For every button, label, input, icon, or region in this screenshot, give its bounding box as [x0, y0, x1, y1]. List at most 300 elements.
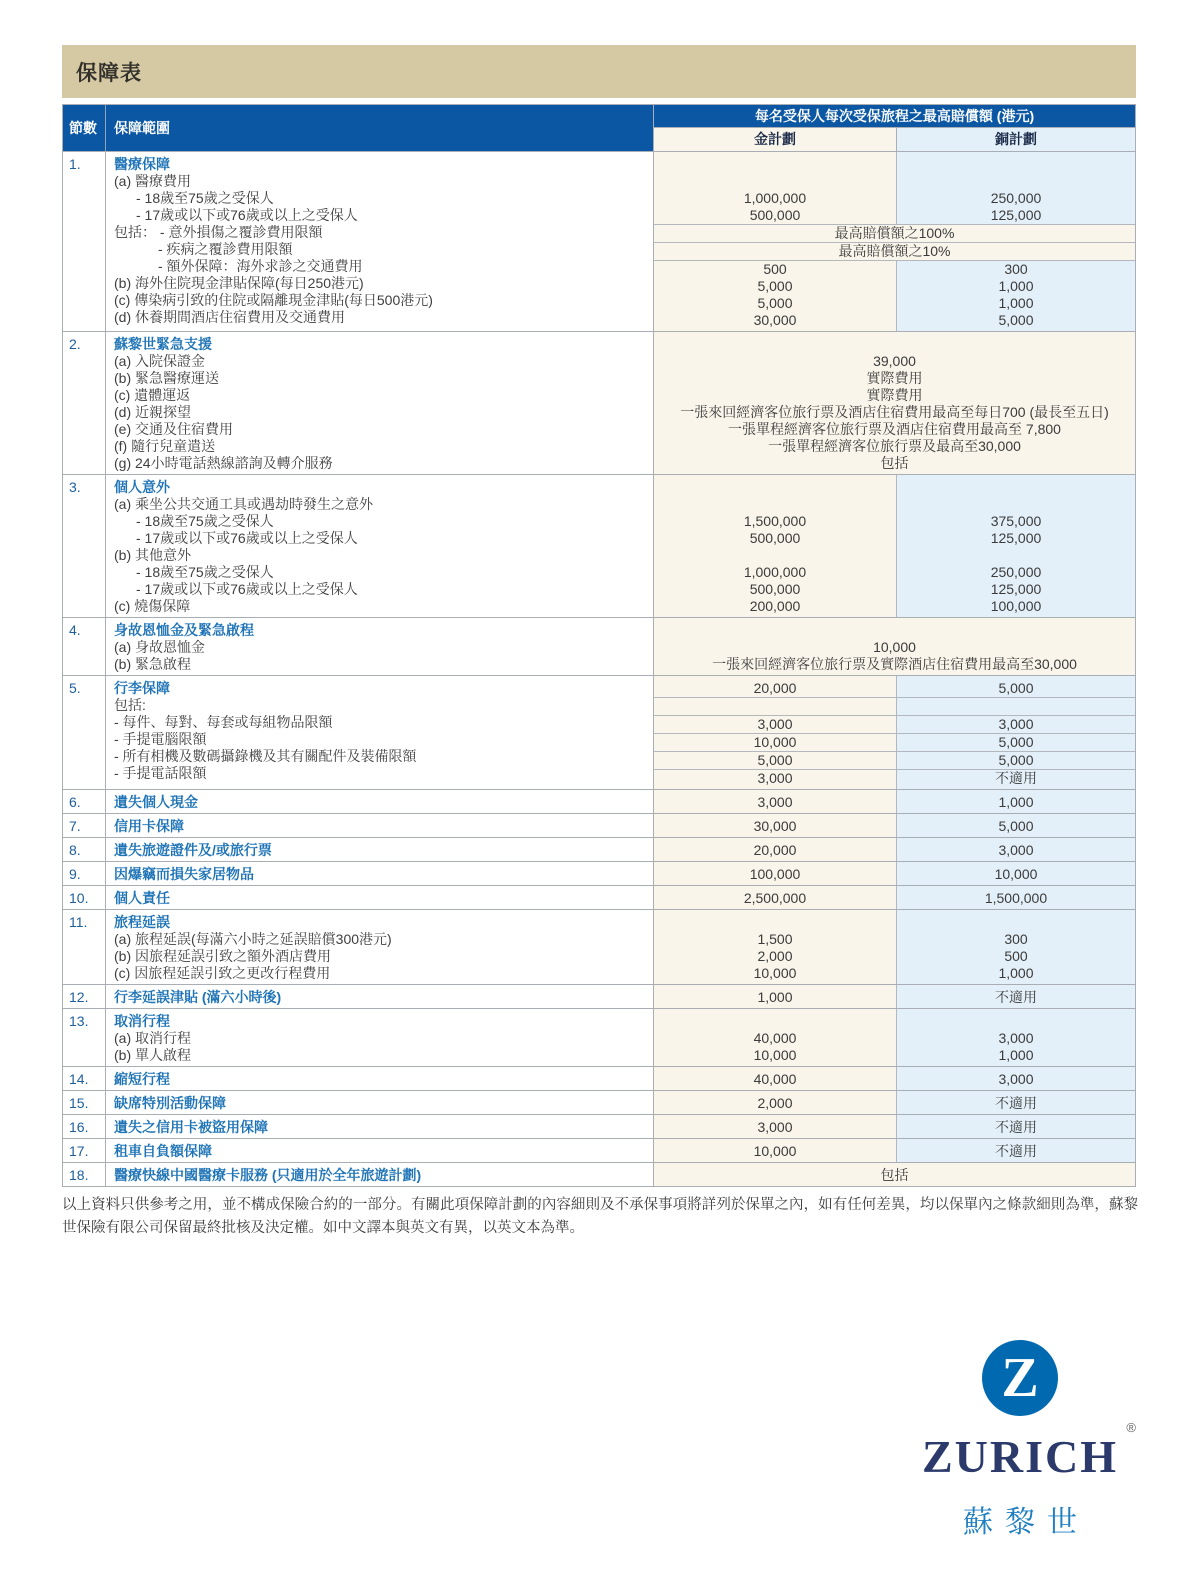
table-row — [63, 861, 1135, 885]
gold-plan-value — [654, 1139, 896, 1162]
value-line: 20,000 — [753, 680, 797, 696]
benefit-col-header-group — [654, 105, 1135, 151]
coverage-line: (c) 傳染病引致的住院或隔離現金津貼(每日500港元) — [114, 292, 433, 308]
coverage-line: (a) 取消行程 — [114, 1030, 191, 1046]
coverage-cell — [106, 676, 654, 789]
table-row — [63, 789, 1135, 813]
coverage-line: - 每件、每對、每套或每組物品限額 — [114, 714, 333, 730]
value-block — [654, 715, 1135, 733]
value-line — [654, 479, 896, 496]
section-col-header: 節數 — [63, 105, 106, 151]
value-line: 300 — [1004, 261, 1028, 277]
values-cell — [654, 618, 1135, 675]
coverage-line: 蘇黎世緊急支援 — [114, 336, 212, 352]
value-line: 500 — [1004, 948, 1028, 964]
gold-plan-value — [654, 814, 896, 837]
value-line: 3,000 — [998, 1071, 1034, 1087]
value-line — [654, 173, 896, 190]
coverage-line: - 17歲或以下或76歲或以上之受保人 — [136, 530, 358, 546]
value-block — [654, 886, 1135, 909]
bronze-plan-value — [896, 862, 1135, 885]
section-number: 17. — [63, 1139, 106, 1162]
value-line: 125,000 — [990, 581, 1042, 597]
benefit-table-body — [63, 152, 1135, 1186]
value-line: 5,000 — [998, 752, 1034, 768]
value-line — [897, 914, 1135, 931]
value-line: 最高賠償額之100% — [834, 225, 955, 241]
value-block — [654, 751, 1135, 769]
coverage-line: (d) 近親探望 — [114, 404, 191, 420]
coverage-line: - 18歲至75歲之受保人 — [136, 564, 274, 580]
merged-value — [654, 618, 1135, 675]
bronze-plan-value — [896, 152, 1135, 224]
plan-headers — [654, 128, 1135, 151]
value-line — [654, 547, 896, 564]
bronze-plan-value — [896, 1067, 1135, 1090]
value-line: 3,000 — [757, 794, 793, 810]
table-header — [63, 105, 1135, 152]
value-block — [654, 332, 1135, 474]
value-line: 3,000 — [757, 1119, 793, 1135]
value-block — [654, 475, 1135, 617]
coverage-cell — [106, 910, 654, 984]
coverage-line: 旅程延誤 — [114, 914, 170, 930]
merged-value — [654, 1163, 1135, 1186]
values-cell — [654, 1115, 1135, 1138]
value-block — [654, 1067, 1135, 1090]
gold-plan-header: 金計劃 — [654, 128, 896, 151]
bronze-plan-header: 銅計劃 — [896, 128, 1135, 151]
value-line: 10,000 — [753, 734, 797, 750]
value-line: 3,000 — [998, 716, 1034, 732]
value-block — [654, 862, 1135, 885]
benefit-table — [62, 104, 1136, 1187]
value-line: 不適用 — [995, 1143, 1037, 1159]
coverage-line: (c) 因旅程延誤引致之更改行程費用 — [114, 965, 331, 981]
section-number: 9. — [63, 862, 106, 885]
section-number: 7. — [63, 814, 106, 837]
bronze-plan-value — [896, 814, 1135, 837]
coverage-line: - 手提電話限額 — [114, 765, 207, 781]
value-line: 1,000,000 — [743, 564, 807, 580]
coverage-line: 行李保障 — [114, 680, 170, 696]
coverage-cell — [106, 332, 654, 474]
value-line: 3,000 — [757, 770, 793, 786]
values-cell — [654, 1163, 1135, 1186]
benefit-col-header: 每名受保人每次受保旅程之最高賠償額 (港元) — [654, 105, 1135, 128]
table-row — [63, 617, 1135, 675]
value-line: 2,000 — [757, 1095, 793, 1111]
table-row — [63, 837, 1135, 861]
gold-plan-value — [654, 770, 896, 789]
section-number: 12. — [63, 985, 106, 1008]
coverage-line: (b) 其他意外 — [114, 547, 191, 563]
value-line — [897, 1013, 1135, 1030]
section-number: 2. — [63, 332, 106, 474]
value-line: 1,000 — [998, 295, 1034, 311]
coverage-line: (a) 醫療費用 — [114, 173, 191, 189]
value-line — [654, 914, 896, 931]
gold-plan-value — [654, 910, 896, 984]
coverage-line: (a) 身故恩恤金 — [114, 639, 205, 655]
gold-plan-value — [654, 698, 896, 715]
footer-note: 以上資料只供參考之用，並不構成保險合約的一部分。有關此項保障計劃的內容細則及不承保事項將詳列於保單之內，如有任何差異，均以保單內之條款細則為準，蘇黎世保險有限公司保留最終批核及決定權。如中文譯本與英文有異，以英文本為準。 — [62, 1197, 1138, 1236]
value-line: 不適用 — [995, 1095, 1037, 1111]
value-line: 300 — [1004, 931, 1028, 947]
gold-plan-value — [654, 790, 896, 813]
coverage-line: - 額外保障：海外求診之交通費用 — [158, 258, 363, 274]
table-row — [63, 675, 1135, 789]
coverage-line: 取消行程 — [114, 1013, 170, 1029]
bronze-plan-value — [896, 716, 1135, 733]
coverage-line: (g) 24小時電話熱線諮詢及轉介服務 — [114, 455, 333, 471]
value-line: 3,000 — [757, 716, 793, 732]
table-row — [63, 331, 1135, 474]
section-number: 18. — [63, 1163, 106, 1186]
value-block — [654, 838, 1135, 861]
coverage-line: 身故恩恤金及緊急啟程 — [114, 622, 254, 638]
coverage-line: 包括： - 意外損傷之覆診費用限額 — [114, 224, 323, 240]
values-cell — [654, 790, 1135, 813]
coverage-line: (e) 交通及住宿費用 — [114, 421, 233, 437]
value-block — [654, 242, 1135, 260]
value-line: 5,000 — [757, 295, 793, 311]
value-line: 不適用 — [995, 989, 1037, 1005]
section-number: 8. — [63, 838, 106, 861]
table-row — [63, 1114, 1135, 1138]
value-line: 40,000 — [753, 1071, 797, 1087]
value-line: 30,000 — [753, 312, 797, 328]
bronze-plan-value — [896, 475, 1135, 617]
merged-value — [654, 332, 1135, 474]
value-line: 包括 — [880, 1167, 909, 1183]
coverage-cell — [106, 475, 654, 617]
coverage-cell — [106, 1009, 654, 1066]
bronze-plan-value — [896, 1009, 1135, 1066]
value-line: 375,000 — [990, 513, 1042, 529]
value-line — [897, 496, 1135, 513]
value-line: 125,000 — [990, 530, 1042, 546]
coverage-line: (c) 燒傷保障 — [114, 598, 191, 614]
coverage-line: (b) 緊急啟程 — [114, 656, 191, 672]
value-block — [654, 910, 1135, 984]
value-block — [654, 697, 1135, 715]
value-block — [654, 152, 1135, 224]
coverage-cell — [106, 1091, 654, 1114]
registered-trademark: ® — [1126, 1420, 1139, 1435]
gold-plan-value — [654, 886, 896, 909]
coverage-cell — [106, 886, 654, 909]
value-line: 實際費用 — [866, 370, 923, 386]
coverage-line: 因爆竊而損失家居物品 — [114, 866, 254, 882]
coverage-line: (c) 遺體運返 — [114, 387, 191, 403]
gold-plan-value — [654, 752, 896, 769]
coverage-line: 個人意外 — [114, 479, 170, 495]
value-block — [654, 985, 1135, 1008]
value-block — [654, 1115, 1135, 1138]
table-row — [63, 1090, 1135, 1114]
value-line: 不適用 — [995, 1119, 1037, 1135]
zurich-brand-text: ZURICH — [921, 1431, 1119, 1482]
value-block — [654, 224, 1135, 242]
table-row — [63, 813, 1135, 837]
coverage-cell — [106, 152, 654, 331]
value-line: 5,000 — [998, 680, 1034, 696]
zurich-wordmark-wrap — [900, 1420, 1140, 1483]
coverage-col-header: 保障範圍 — [106, 105, 654, 151]
value-line: 100,000 — [990, 598, 1042, 614]
coverage-line: 縮短行程 — [114, 1071, 170, 1087]
coverage-line: (a) 入院保證金 — [114, 353, 205, 369]
value-line: 200,000 — [749, 598, 801, 614]
bronze-plan-value — [896, 790, 1135, 813]
bronze-plan-value — [896, 886, 1135, 909]
coverage-line: - 疾病之覆診費用限額 — [158, 241, 293, 257]
value-block — [654, 618, 1135, 675]
value-line: 125,000 — [990, 207, 1042, 223]
value-line: 1,500 — [757, 931, 793, 947]
value-line: 40,000 — [753, 1030, 797, 1046]
zurich-z-monogram: Z — [1001, 1347, 1039, 1409]
coverage-cell — [106, 790, 654, 813]
value-block — [654, 676, 1135, 697]
value-line — [654, 156, 896, 173]
coverage-cell — [106, 618, 654, 675]
bronze-plan-value — [896, 985, 1135, 1008]
values-cell — [654, 1139, 1135, 1162]
value-line: 3,000 — [998, 1030, 1034, 1046]
value-line: 不適用 — [995, 770, 1037, 786]
values-cell — [654, 814, 1135, 837]
coverage-line: 行李延誤津貼 (滿六小時後) — [114, 989, 282, 1005]
value-line: 包括 — [880, 455, 909, 471]
section-number: 13. — [63, 1009, 106, 1066]
gold-plan-value — [654, 838, 896, 861]
coverage-line: 個人責任 — [114, 890, 170, 906]
value-line: 1,000 — [998, 278, 1034, 294]
section-number: 5. — [63, 676, 106, 789]
section-number: 6. — [63, 790, 106, 813]
value-line: 1,000 — [998, 965, 1034, 981]
values-cell — [654, 886, 1135, 909]
bronze-plan-value — [896, 770, 1135, 789]
value-line — [654, 698, 896, 715]
table-row — [63, 152, 1135, 331]
page-title: 保障表 — [76, 61, 142, 85]
value-line: 3,000 — [998, 842, 1034, 858]
gold-plan-value — [654, 985, 896, 1008]
value-block — [654, 733, 1135, 751]
gold-plan-value — [654, 1115, 896, 1138]
table-row — [63, 1138, 1135, 1162]
value-line: 一張單程經濟客位旅行票及酒店住宿費用最高至 7,800 — [728, 421, 1061, 437]
coverage-line: (b) 緊急醫療運送 — [114, 370, 219, 386]
table-row — [63, 474, 1135, 617]
bronze-plan-value — [896, 261, 1135, 331]
value-line: 20,000 — [753, 842, 797, 858]
bronze-plan-value — [896, 1115, 1135, 1138]
coverage-line: 包括: — [114, 697, 146, 713]
section-number: 1. — [63, 152, 106, 331]
gold-plan-value — [654, 152, 896, 224]
values-cell — [654, 862, 1135, 885]
merged-value — [654, 225, 1135, 242]
value-line: 一張來回經濟客位旅行票及酒店住宿費用最高至每日700 (最長至五日) — [680, 404, 1109, 420]
coverage-line: (a) 旅程延誤(每滿六小時之延誤賠償300港元) — [114, 931, 392, 947]
coverage-line: 租車自負額保障 — [114, 1143, 212, 1159]
value-line: 10,000 — [994, 866, 1038, 882]
coverage-line: - 所有相機及數碼攝錄機及其有關配件及裝備限額 — [114, 748, 417, 764]
coverage-cell — [106, 862, 654, 885]
value-line: 500,000 — [749, 530, 801, 546]
merged-value — [654, 243, 1135, 260]
coverage-line: - 18歲至75歲之受保人 — [136, 190, 274, 206]
zurich-z-icon — [982, 1340, 1058, 1416]
coverage-line: (b) 單人啟程 — [114, 1047, 191, 1063]
coverage-cell — [106, 1067, 654, 1090]
gold-plan-value — [654, 1067, 896, 1090]
value-line: 10,000 — [753, 965, 797, 981]
section-number: 10. — [63, 886, 106, 909]
value-line: 2,000 — [757, 948, 793, 964]
bronze-plan-value — [896, 698, 1135, 715]
gold-plan-value — [654, 862, 896, 885]
value-line: 1,500,000 — [743, 513, 807, 529]
value-block — [654, 1009, 1135, 1066]
value-line — [897, 479, 1135, 496]
values-cell — [654, 152, 1135, 331]
value-line: 2,500,000 — [743, 890, 807, 906]
coverage-line: - 17歲或以下或76歲或以上之受保人 — [136, 207, 358, 223]
gold-plan-value — [654, 734, 896, 751]
coverage-line: 醫療快線中國醫療卡服務 (只適用於全年旅遊計劃) — [114, 1167, 422, 1183]
value-line: 最高賠償額之10% — [838, 243, 951, 259]
value-line: 實際費用 — [866, 387, 923, 403]
value-line: 1,000 — [757, 989, 793, 1005]
value-block — [654, 769, 1135, 789]
gold-plan-value — [654, 716, 896, 733]
coverage-line: (b) 海外住院現金津貼保障(每日250港元) — [114, 275, 364, 291]
table-row — [63, 909, 1135, 984]
value-line: 1,000 — [998, 1047, 1034, 1063]
table-row — [63, 1162, 1135, 1186]
coverage-cell — [106, 814, 654, 837]
values-cell — [654, 838, 1135, 861]
gold-plan-value — [654, 1091, 896, 1114]
values-cell — [654, 910, 1135, 984]
value-line: 一張單程經濟客位旅行票及最高至30,000 — [768, 438, 1021, 454]
bronze-plan-value — [896, 838, 1135, 861]
value-block — [654, 1139, 1135, 1162]
coverage-line: 遺失之信用卡被盜用保障 — [114, 1119, 268, 1135]
bronze-plan-value — [896, 734, 1135, 751]
zurich-chinese-name: 蘇黎世 — [963, 1506, 1089, 1539]
coverage-cell — [106, 1163, 654, 1186]
value-line: 1,000 — [998, 794, 1034, 810]
value-line: 1,000,000 — [743, 190, 807, 206]
value-line: 1,500,000 — [984, 890, 1048, 906]
section-number: 14. — [63, 1067, 106, 1090]
gold-plan-value — [654, 261, 896, 331]
value-line: 10,000 — [873, 639, 916, 655]
table-row — [63, 885, 1135, 909]
value-line: 一張來回經濟客位旅行票及實際酒店住宿費用最高至30,000 — [712, 656, 1077, 672]
table-row — [63, 984, 1135, 1008]
coverage-line: - 手提電腦限額 — [114, 731, 207, 747]
value-line: 500,000 — [749, 207, 801, 223]
value-line: 5,000 — [998, 312, 1034, 328]
value-line: 250,000 — [990, 190, 1042, 206]
value-line: 10,000 — [753, 1143, 797, 1159]
coverage-line: - 17歲或以下或76歲或以上之受保人 — [136, 581, 358, 597]
coverage-line: 缺席特別活動保障 — [114, 1095, 226, 1111]
values-cell — [654, 676, 1135, 789]
coverage-cell — [106, 985, 654, 1008]
value-line: 39,000 — [873, 353, 916, 369]
values-cell — [654, 1009, 1135, 1066]
coverage-line: - 18歲至75歲之受保人 — [136, 513, 274, 529]
coverage-cell — [106, 1139, 654, 1162]
coverage-line: (b) 因旅程延誤引致之額外酒店費用 — [114, 948, 331, 964]
value-line — [654, 622, 1135, 639]
value-line — [654, 1013, 896, 1030]
value-block — [654, 814, 1135, 837]
value-line: 30,000 — [753, 818, 797, 834]
bronze-plan-value — [896, 1091, 1135, 1114]
value-line: 5,000 — [998, 818, 1034, 834]
coverage-line: (d) 休養期間酒店住宿費用及交通費用 — [114, 309, 345, 325]
gold-plan-value — [654, 676, 896, 697]
coverage-line: (a) 乘坐公共交通工具或遇劫時發生之意外 — [114, 496, 373, 512]
coverage-cell — [106, 1115, 654, 1138]
section-number: 16. — [63, 1115, 106, 1138]
zurich-logo — [900, 1340, 1140, 1541]
value-block — [654, 790, 1135, 813]
gold-plan-value — [654, 1009, 896, 1066]
values-cell — [654, 332, 1135, 474]
value-line: 100,000 — [749, 866, 801, 882]
bronze-plan-value — [896, 752, 1135, 769]
value-line: 500 — [763, 261, 787, 277]
coverage-line: (f) 隨行兒童遣送 — [114, 438, 216, 454]
value-line — [897, 156, 1135, 173]
value-line: 250,000 — [990, 564, 1042, 580]
value-block — [654, 1163, 1135, 1186]
value-line: 5,000 — [757, 278, 793, 294]
gold-plan-value — [654, 475, 896, 617]
value-line: 5,000 — [998, 734, 1034, 750]
values-cell — [654, 985, 1135, 1008]
section-number: 11. — [63, 910, 106, 984]
coverage-line: 遺失旅遊證件及/或旅行票 — [114, 842, 272, 858]
table-row — [63, 1066, 1135, 1090]
value-line: 10,000 — [753, 1047, 797, 1063]
value-line — [654, 336, 1135, 353]
section-number: 4. — [63, 618, 106, 675]
bronze-plan-value — [896, 910, 1135, 984]
value-block — [654, 1091, 1135, 1114]
bronze-plan-value — [896, 1139, 1135, 1162]
value-block — [654, 260, 1135, 331]
value-line: 500,000 — [749, 581, 801, 597]
values-cell — [654, 1067, 1135, 1090]
coverage-line: 遺失個人現金 — [114, 794, 198, 810]
values-cell — [654, 475, 1135, 617]
table-row — [63, 1008, 1135, 1066]
section-number: 15. — [63, 1091, 106, 1114]
values-cell — [654, 1091, 1135, 1114]
value-line — [897, 173, 1135, 190]
